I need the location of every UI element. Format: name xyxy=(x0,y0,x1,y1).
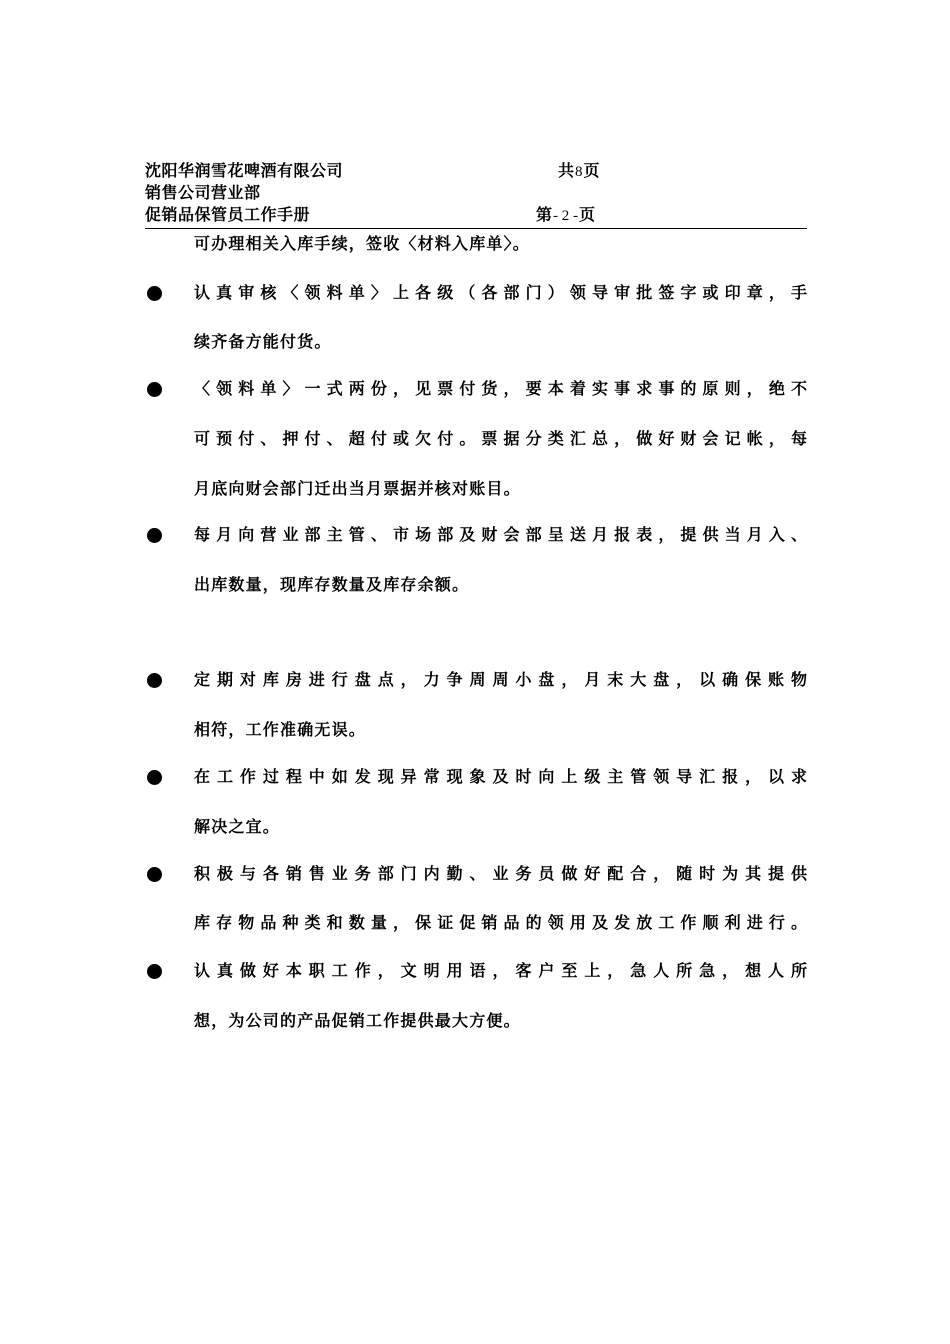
list-item-line: 可预付、押付、超付或欠付。票据分类汇总，做好财会记帐，每 xyxy=(194,429,807,448)
bullet-icon xyxy=(147,528,162,543)
total-pages: 共8页 xyxy=(558,161,600,180)
list-item-line: 认真做好本职工作，文明用语，客户至上，急人所急，想人所 xyxy=(194,961,807,980)
list-item-line: 积极与各销售业务部门内勤、业务员做好配合，随时为其提供 xyxy=(194,864,807,883)
list-item-line: 出库数量，现库存数量及库存余额。 xyxy=(194,575,470,594)
list-item-line: 在工作过程中如发现异常现象及时向上级主管领导汇报，以求 xyxy=(194,767,807,786)
page-number: 第- 2 -页 xyxy=(536,205,596,224)
bullet-icon xyxy=(147,867,162,882)
total-pages-number: 8 xyxy=(575,164,583,180)
list-item-line: 续齐备方能付货。 xyxy=(194,332,332,351)
page-header xyxy=(145,158,807,229)
bullet-icon xyxy=(147,286,162,301)
list-item-line: 库存物品种类和数量，保证促销品的领用及发放工作顺利进行。 xyxy=(194,913,807,932)
company-name: 沈阳华润雪花啤酒有限公司 xyxy=(145,161,344,180)
list-item-line: 相符，工作准确无误。 xyxy=(194,720,367,739)
bullet-icon xyxy=(147,964,162,979)
bullet-icon xyxy=(147,770,162,785)
bullet-icon xyxy=(147,382,162,397)
list-item-line: 定期对库房进行盘点，力争周周小盘，月末大盘，以确保账物 xyxy=(194,670,807,689)
department-name: 销售公司营业部 xyxy=(145,183,261,202)
list-item-line: 想，为公司的产品促销工作提供最大方便。 xyxy=(194,1011,521,1030)
list-item-line: 每月向营业部主管、市场部及财会部呈送月报表，提供当月入、 xyxy=(194,525,807,544)
list-item-line: 〈领料单〉一式两份，见票付货，要本着实事求事的原则，绝不 xyxy=(194,379,807,398)
list-item-line: 解决之宜。 xyxy=(194,817,281,836)
list-item-line: 月底向财会部门迁出当月票据并核对账目。 xyxy=(194,479,521,498)
continuation-text: 可办理相关入库手续，签收〈材料入库单〉。 xyxy=(194,234,531,253)
page-number-value: - 2 - xyxy=(553,208,579,224)
bullet-icon xyxy=(147,673,162,688)
manual-title: 促销品保管员工作手册 xyxy=(145,205,311,224)
list-item-line: 认真审核〈领料单〉上各级（各部门）领导审批签字或印章，手 xyxy=(194,283,807,302)
